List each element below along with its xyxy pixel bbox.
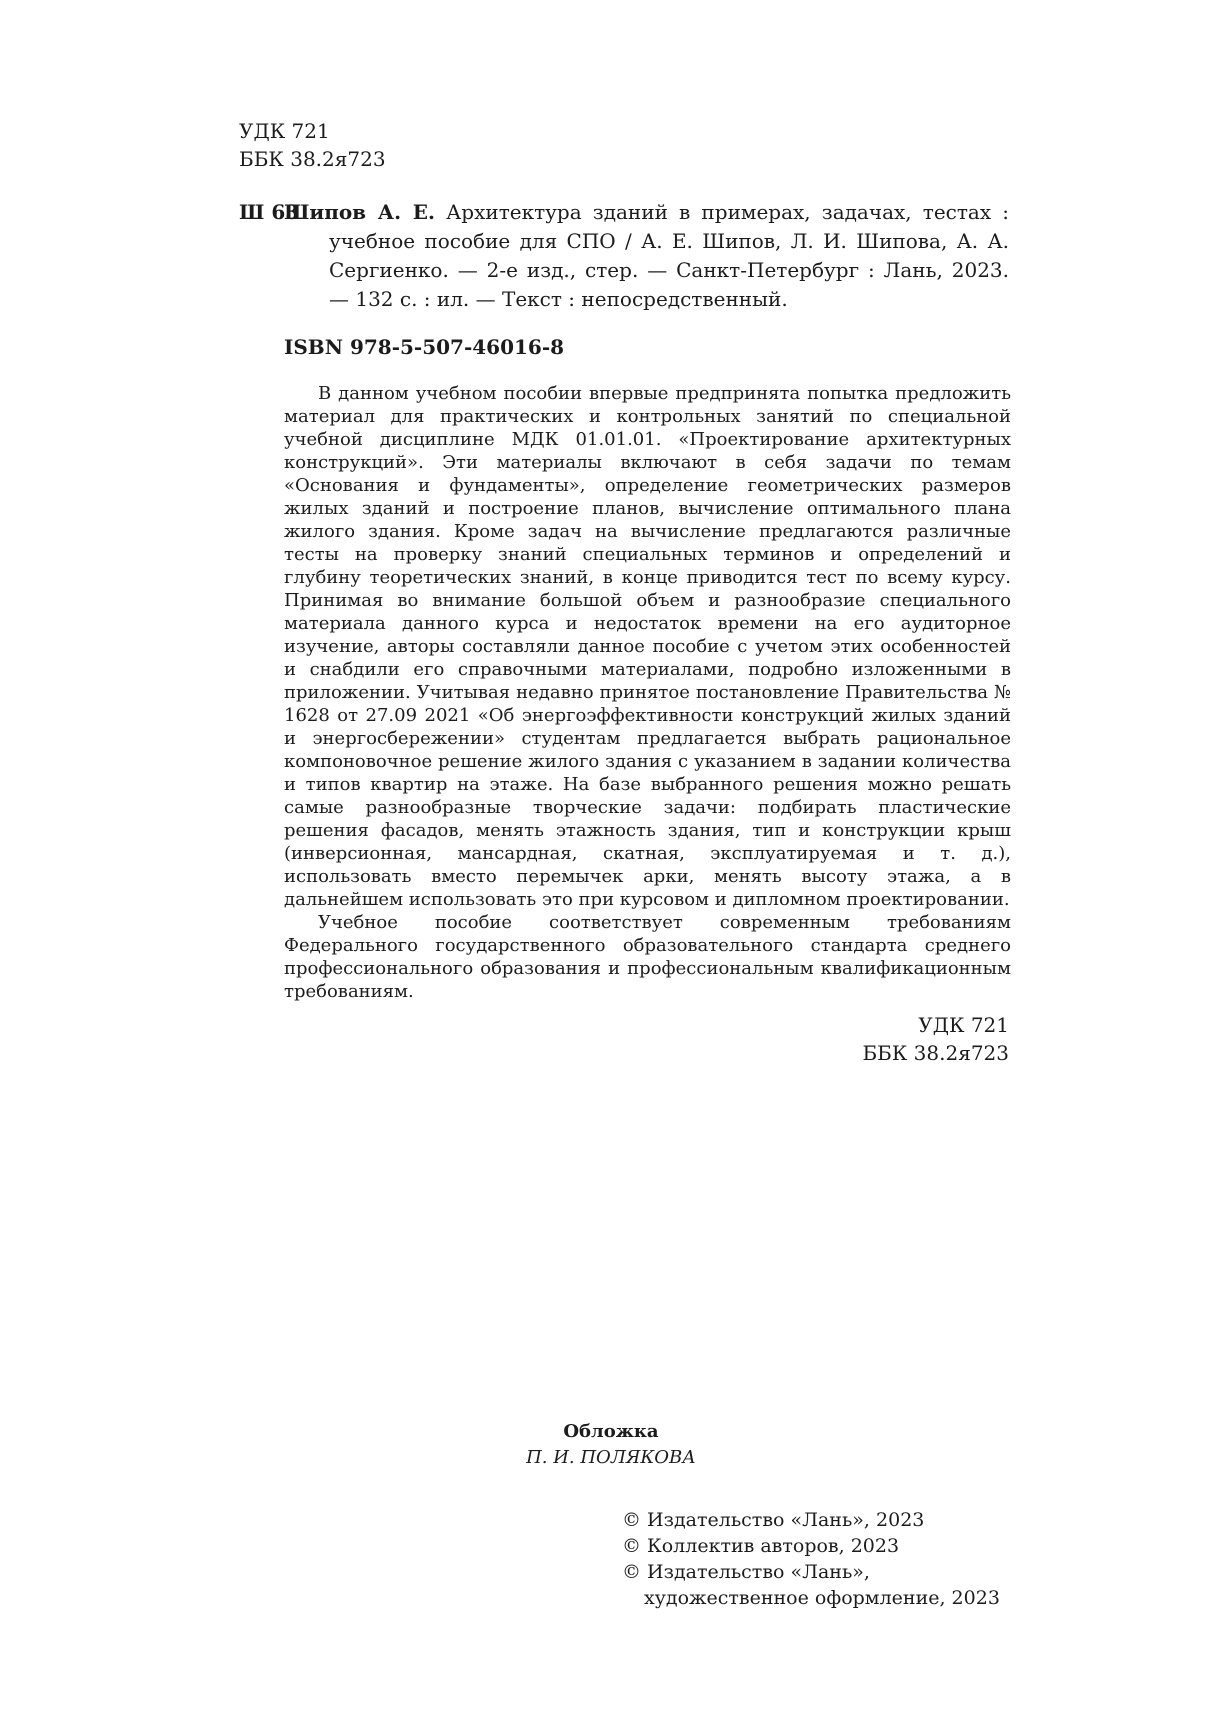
copyright-block [622,1507,1000,1611]
author-mark: Ш 63 [239,200,300,224]
copyright-line: © Издательство «Лань», 2023 [622,1509,925,1531]
bibliographic-entry [239,198,1009,314]
annotation-paragraph: В данном учебном пособии впервые предпринята попытка предложить материал для практических и контрольных занятий по специальной учебной дисциплине МДК 01.01.01. «Проектирование архитектурных конструкций». Эти материалы включают в себя задачи по темам «Основания и фундаменты», определение геометрических размеров жилых зданий и построение планов, вычисление оптимального плана жилого здания. Кроме задач на вычисление предлагаются различные тесты на проверку знаний специальных терминов и определений и глубину теоретических знаний, в конце приводится тест по всему курсу. Принимая во внимание большой объем и разнообразие специального материала данного курса и недостаток времени на его аудиторное изучение, авторы составляли данное пособие с учетом этих особенностей и снабдили его справочными материалами, подробно изложенными в приложении. Учитывая недавно принятое постановление Правительства № 1628 от 27.09 2021 «Об энергоэффективности конструкций жилых зданий и энергосбережении» студентам предлагается выбрать рациональное компоновочное решение жилого здания с указанием в задании количества и типов квартир на этаже. На базе выбранного решения можно решать самые разнообразные творческие задачи: подбирать пластические решения фасадов, менять этажность здания, тип и конструкции крыш (инверсионная, мансардная, скатная, эксплуатируемая и т. д.), использовать вместо перемычек арки, менять высоту этажа, а в дальнейшем использовать это при курсовом и дипломном проектировании. [284,383,1011,910]
cover-label: Обложка [563,1421,659,1442]
bibliographic-description [284,198,1009,314]
book-description: Архитектура зданий в примерах, задачах, тестах : учебное пособие для СПО / А. Е. Шипов, Л. И. Шипова, А. А. Сергиенко. — 2-е изд., стер. — Санкт-Петербург : Лань, 2023. — 132 с. : ил. — Текст : непосредственный. [329,200,1009,311]
bbk-code: ББК 38.2я723 [862,1041,1009,1065]
classification-codes-top [239,117,386,173]
annotation [284,382,1011,1003]
udk-code: УДК 721 [239,119,330,143]
annotation-paragraph: Учебное пособие соответствует современным требованиям Федерального государственного образовательного стандарта среднего профессионального образования и профессиональным квалификационным требованиям. [284,912,1011,1002]
copyright-line: © Коллектив авторов, 2023 [622,1535,900,1557]
cover-artist: П. И. ПОЛЯКОВА [526,1447,696,1468]
copyright-line: художественное оформление, 2023 [644,1587,1000,1609]
copyright-line: © Издательство «Лань», [622,1561,870,1583]
isbn: ISBN 978-5-507-46016-8 [284,335,565,359]
cover-credit [486,1419,736,1471]
udk-code: УДК 721 [918,1013,1009,1037]
author-name: Шипов А. Е. [284,200,435,224]
bbk-code: ББК 38.2я723 [239,147,386,171]
classification-codes-bottom [862,1011,1009,1067]
